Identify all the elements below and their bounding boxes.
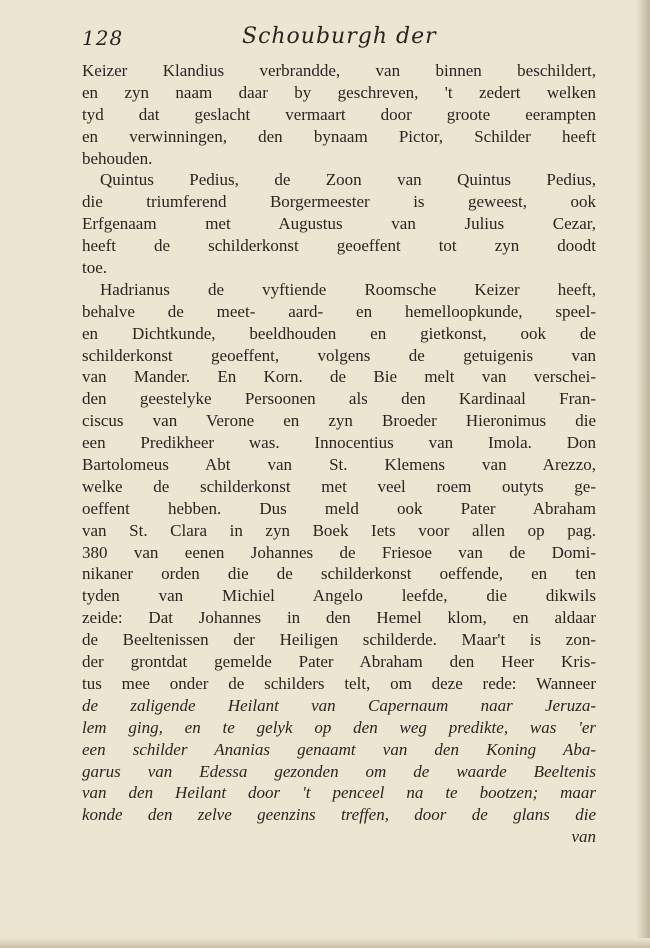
text-line: van Mander. En Korn. de Bie melt van verschei- xyxy=(82,367,596,387)
text-line: den geestelyke Persoonen als den Kardinaal Fran- xyxy=(82,389,596,409)
page-number: 128 xyxy=(82,26,124,50)
text-line: tyden van Michiel Angelo leefde, die dikwils xyxy=(82,586,596,606)
text-line: 380 van eenen Johannes de Friesoe van de Domi- xyxy=(82,542,596,562)
text-line: Quintus Pedius, de Zoon van Quintus Pedius, xyxy=(100,170,596,190)
text-line: schilderkonst geoeffent, volgens de getuigenis van xyxy=(82,345,596,365)
page-bottom-shadow xyxy=(0,938,650,948)
text-line: lem ging, en te gelyk op den weg predikte, was 'er xyxy=(82,717,596,737)
text-line: Hadrianus de vyftiende Roomsche Keizer heeft, xyxy=(100,279,596,299)
text-line: zeide: Dat Johannes in den Hemel klom, en aldaar xyxy=(82,608,596,628)
page-header xyxy=(82,26,602,62)
text-line: nikaner orden die de schilderkonst oeffende, en ten xyxy=(82,564,596,584)
text-line: een Predikheer was. Innocentius van Imola. Don xyxy=(82,433,596,453)
text-line: en zyn naam daar by geschreven, 't zedert welken xyxy=(82,82,596,102)
text-line: Bartolomeus Abt van St. Klemens van Arezzo, xyxy=(82,455,596,475)
text-line: garus van Edessa gezonden om de waarde Beeltenis xyxy=(82,761,596,781)
running-head: Schouburgh der xyxy=(242,24,437,49)
text-line: een schilder Ananias genaamt van den Koning Aba- xyxy=(82,739,596,759)
page-gutter-shadow xyxy=(636,0,650,948)
text-line: en Dichtkunde, beeldhouden en gietkonst, ook de xyxy=(82,323,596,343)
text-line: tus mee onder de schilders telt, om deze rede: Wanneer xyxy=(82,673,596,693)
text-line: ciscus van Verone en zyn Broeder Hieronimus die xyxy=(82,411,596,431)
text-line: die triumferend Borgermeester is geweest, ook xyxy=(82,192,596,212)
text-line: van St. Clara in zyn Boek Iets voor allen op pag. xyxy=(82,520,596,540)
text-line: tyd dat geslacht vermaart door groote eerampten xyxy=(82,104,596,124)
text-line: Keizer Klandius verbrandde, van binnen beschildert, xyxy=(82,61,596,80)
body-text xyxy=(82,60,596,848)
text-line: oeffent hebben. Dus meld ook Pater Abraham xyxy=(82,498,596,518)
text-line: de zaligende Heilant van Capernaum naar Jeruza- xyxy=(82,695,596,715)
text-line: van den Heilant door 't penceel na te bootzen; maar xyxy=(82,783,596,803)
text-line: toe. xyxy=(82,258,108,278)
text-line: welke de schilderkonst met veel roem outyts ge- xyxy=(82,476,596,496)
text-line: en verwinningen, den bynaam Pictor, Schilder heeft xyxy=(82,126,596,146)
text-line: der grontdat gemelde Pater Abraham den Heer Kris- xyxy=(82,652,596,672)
text-line: behalve de meet- aard- en hemelloopkunde, speel- xyxy=(82,301,596,321)
text-line: heeft de schilderkonst geoeffent tot zyn doodt xyxy=(82,236,596,256)
catchword: van xyxy=(571,827,596,847)
text-line: Erfgenaam met Augustus van Julius Cezar, xyxy=(82,214,596,234)
text-line: konde den zelve geenzins treffen, door de glans die xyxy=(82,805,596,825)
text-line: de Beeltenissen der Heiligen schilderde. Maar't is zon- xyxy=(82,630,596,650)
text-line: behouden. xyxy=(82,148,153,168)
